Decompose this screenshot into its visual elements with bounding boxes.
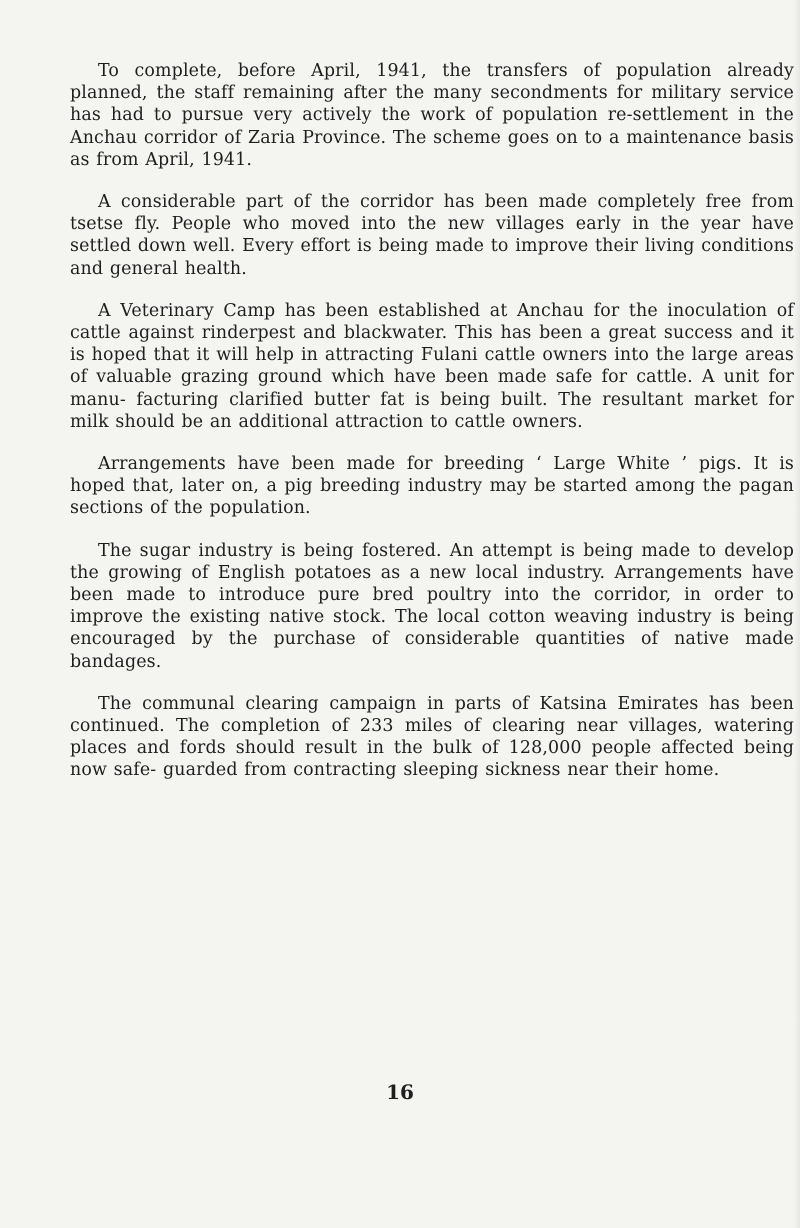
paragraph-local-industries: The sugar industry is being fostered. An attempt is being made to develop the growing of English potatoes as a new local industry. Arrangements have been made to introduce pure bred poultry into the corridor, in order to improve the existing native stock. The local cotton weaving industry is being encouraged by the purchase of considerable quantities of native made bandages. [70, 540, 794, 672]
paragraph-tsetse-free: A considerable part of the corridor has been made completely free from tsetse fly. People who moved into the new villages early in the year have settled down well. Every effort is being made to improve their living conditions and general health. [70, 192, 794, 279]
paragraph-pig-breeding: Arrangements have been made for breeding ‘ Large White ’ pigs. It is hoped that, later on, a pig breeding industry may be started among the pagan sections of the population. [70, 454, 794, 519]
paragraph-veterinary-camp: A Veterinary Camp has been established at Anchau for the inoculation of cattle against rinderpest and blackwater. This has been a great success and it is hoped that it will help in attracting Fulani cattle owners into the large areas of valuable grazing ground which have been made safe for cattle. A unit for manu- facturing clarified butter fat is being built. The resultant market for milk should be an additional attraction to cattle owners. [70, 300, 794, 432]
paragraph-clearing-campaign: The communal clearing campaign in parts of Katsina Emirates has been continued. The completion of 233 miles of clearing near villages, watering places and fords should result in the bulk of 128,000 people affected being now safe- guarded from contracting sleeping sickness near their home. [70, 693, 794, 781]
body-text [70, 60, 794, 802]
paragraph-population-resettlement: To complete, before April, 1941, the transfers of population already planned, the staff remaining after the many secondments for military service has had to pursue very actively the work of population re-settlement in the Anchau corridor of Zaria Province. The scheme goes on to a maintenance basis as from April, 1941. [70, 61, 794, 170]
page-number: 16 [386, 1080, 414, 1104]
page-edge-shadow [794, 0, 800, 1228]
